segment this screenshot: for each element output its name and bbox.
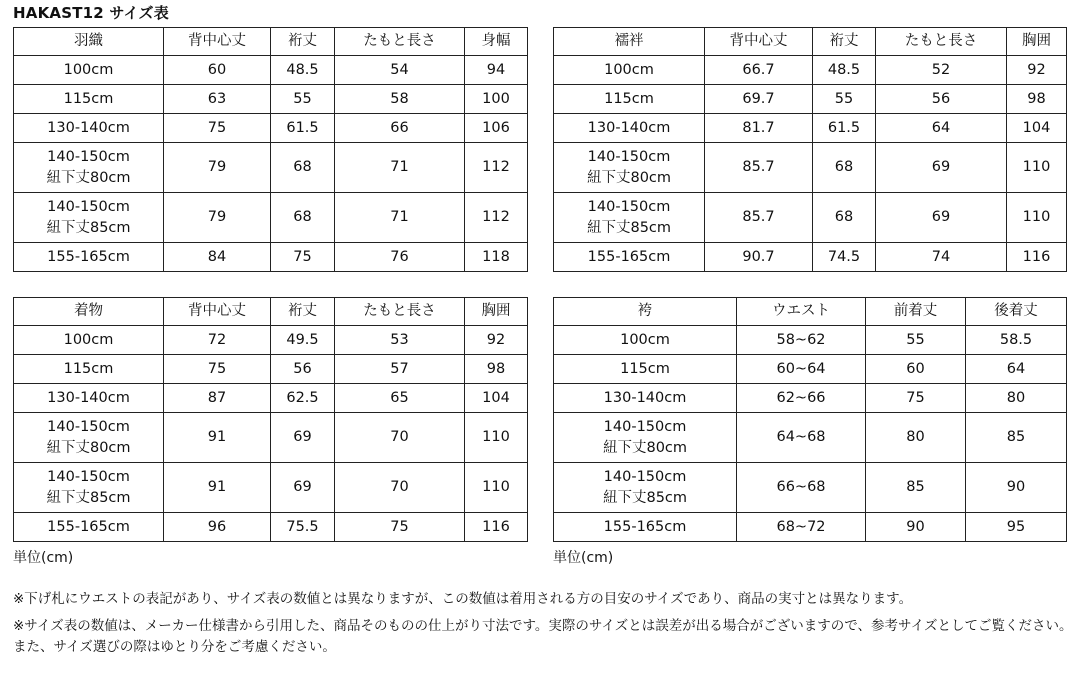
column-header: 胸囲 [465,298,528,326]
table-cell: 75 [164,355,271,384]
table-cell: 58.5 [966,326,1067,355]
table-cell: 69 [271,413,335,463]
size-label-line: 紐下丈80cm [602,439,688,456]
column-header: 背中心丈 [705,28,813,56]
table-row [554,143,1067,193]
table-cell: 69 [876,143,1007,193]
size-label-line: 140-150cm [603,468,687,485]
table-row [14,326,528,355]
table-header-row [554,298,1067,326]
table-cell: 94 [465,56,528,85]
table-cell: 66.7 [705,56,813,85]
size-label-cell: 155-165cm [554,243,705,272]
table-cell: 116 [1007,243,1067,272]
table-cell: 48.5 [813,56,876,85]
table-row [554,326,1067,355]
column-header: たもと長さ [876,28,1007,56]
table-row [554,513,1067,542]
size-label-line: 140-150cm [47,148,130,165]
table-row [554,243,1067,272]
table-row [14,56,528,85]
table-cell: 96 [164,513,271,542]
size-label-cell [14,143,164,193]
table-cell: 60 [866,355,966,384]
size-label-cell: 115cm [14,355,164,384]
column-header: 裄丈 [271,28,335,56]
table-cell: 112 [465,143,528,193]
table-cell: 104 [1007,114,1067,143]
unit-label: 単位(cm) [553,550,614,566]
table-cell: 79 [164,143,271,193]
kimono-size-table [13,297,528,542]
table-cell: 69 [271,463,335,513]
column-header: 裄丈 [813,28,876,56]
table-cell: 71 [335,193,465,243]
table-cell: 68 [271,193,335,243]
size-label-cell: 100cm [554,56,705,85]
table-cell: 69 [876,193,1007,243]
juban-size-table [553,27,1067,272]
column-header: 胸囲 [1007,28,1067,56]
haori-size-table [13,27,528,272]
table-row [554,114,1067,143]
table-cell: 49.5 [271,326,335,355]
size-label-line: 140-150cm [603,418,687,435]
table-cell: 58~62 [737,326,866,355]
column-header: たもと長さ [335,28,465,56]
size-label-cell: 115cm [554,355,737,384]
column-header: 前着丈 [866,298,966,326]
table-cell: 63 [164,85,271,114]
table-cell: 68~72 [737,513,866,542]
table-cell: 92 [1007,56,1067,85]
column-header: たもと長さ [335,298,465,326]
table-row [14,513,528,542]
table-row [14,413,528,463]
column-header: ウエスト [737,298,866,326]
page-title: HAKAST12 サイズ表 [13,4,169,22]
size-label-cell [554,463,737,513]
table-cell: 85.7 [705,193,813,243]
table-row [14,193,528,243]
column-header: 背中心丈 [164,28,271,56]
table-cell: 91 [164,413,271,463]
table-cell: 61.5 [813,114,876,143]
note-text: ※サイズ表の数値は、メーカー仕様書から引用した、商品そのものの仕上がり寸法です。実際のサイズとは誤差が出る場合がございますので、参考サイズとしてご覧ください。また、サイズ選びの際はゆとり分をご考慮ください。 [13,618,1073,655]
table-cell: 55 [271,85,335,114]
size-label-line: 紐下丈85cm [586,219,672,236]
table-cell: 79 [164,193,271,243]
table-cell: 75 [866,384,966,413]
table-cell: 90.7 [705,243,813,272]
size-label-cell: 100cm [554,326,737,355]
table-cell: 76 [335,243,465,272]
table-cell: 54 [335,56,465,85]
size-label-line: 紐下丈80cm [586,169,672,186]
table-cell: 66 [335,114,465,143]
table-cell: 90 [866,513,966,542]
table-cell: 62.5 [271,384,335,413]
table-cell: 85 [866,463,966,513]
table-cell: 75 [164,114,271,143]
table-cell: 70 [335,463,465,513]
table-cell: 53 [335,326,465,355]
table-cell: 98 [465,355,528,384]
size-label-cell: 130-140cm [554,384,737,413]
size-label-line: 紐下丈80cm [46,169,131,186]
table-row [14,143,528,193]
size-label-cell [14,413,164,463]
table-cell: 60 [164,56,271,85]
table-cell: 91 [164,463,271,513]
unit-label: 単位(cm) [13,550,74,566]
table-cell: 60~64 [737,355,866,384]
table-cell: 84 [164,243,271,272]
table-cell: 62~66 [737,384,866,413]
size-label-cell: 130-140cm [554,114,705,143]
size-label-cell: 130-140cm [14,384,164,413]
table-cell: 58 [335,85,465,114]
size-label-cell: 100cm [14,326,164,355]
table-cell: 75.5 [271,513,335,542]
size-label-cell: 115cm [14,85,164,114]
column-header: 襦袢 [554,28,705,56]
size-label-line: 紐下丈85cm [46,489,131,506]
column-header: 身幅 [465,28,528,56]
size-label-cell [554,193,705,243]
table-cell: 80 [866,413,966,463]
table-cell: 48.5 [271,56,335,85]
table-cell: 110 [465,463,528,513]
column-header: 着物 [14,298,164,326]
size-label-line: 紐下丈80cm [46,439,131,456]
table-cell: 74.5 [813,243,876,272]
table-cell: 110 [465,413,528,463]
size-label-line: 140-150cm [587,148,671,165]
table-cell: 112 [465,193,528,243]
column-header: 後着丈 [966,298,1067,326]
table-row [554,56,1067,85]
size-label-cell [14,193,164,243]
table-cell: 64 [966,355,1067,384]
table-header-row [14,298,528,326]
table-cell: 55 [813,85,876,114]
table-cell: 85.7 [705,143,813,193]
size-label-line: 紐下丈85cm [46,219,131,236]
column-header: 袴 [554,298,737,326]
table-cell: 80 [966,384,1067,413]
table-cell: 118 [465,243,528,272]
size-label-cell [554,143,705,193]
table-header-row [14,28,528,56]
table-row [14,355,528,384]
table-cell: 70 [335,413,465,463]
table-cell: 69.7 [705,85,813,114]
size-label-cell: 100cm [14,56,164,85]
table-cell: 85 [966,413,1067,463]
size-label-line: 140-150cm [47,198,130,215]
table-cell: 71 [335,143,465,193]
table-cell: 116 [465,513,528,542]
table-cell: 87 [164,384,271,413]
table-cell: 68 [813,193,876,243]
size-label-line: 紐下丈85cm [602,489,688,506]
table-row [554,413,1067,463]
size-label-cell: 115cm [554,85,705,114]
table-cell: 74 [876,243,1007,272]
table-row [554,463,1067,513]
table-cell: 65 [335,384,465,413]
table-cell: 68 [271,143,335,193]
table-cell: 75 [335,513,465,542]
table-header-row [554,28,1067,56]
table-row [554,193,1067,243]
table-row [14,463,528,513]
table-cell: 92 [465,326,528,355]
column-header: 背中心丈 [164,298,271,326]
table-cell: 52 [876,56,1007,85]
table-cell: 106 [465,114,528,143]
table-cell: 64~68 [737,413,866,463]
table-cell: 110 [1007,193,1067,243]
size-label-cell: 130-140cm [14,114,164,143]
table-row [554,355,1067,384]
column-header: 裄丈 [271,298,335,326]
table-row [14,85,528,114]
table-cell: 64 [876,114,1007,143]
table-cell: 100 [465,85,528,114]
table-row [14,114,528,143]
table-cell: 104 [465,384,528,413]
table-cell: 90 [966,463,1067,513]
size-label-line: 140-150cm [47,468,130,485]
table-row [554,384,1067,413]
table-cell: 61.5 [271,114,335,143]
table-cell: 57 [335,355,465,384]
table-cell: 68 [813,143,876,193]
size-label-cell [14,463,164,513]
table-cell: 72 [164,326,271,355]
size-label-cell: 155-165cm [14,513,164,542]
note-text: ※下げ札にウエストの表記があり、サイズ表の数値とは異なりますが、この数値は着用される方の目安のサイズであり、商品の実寸とは異なります。 [13,591,913,607]
table-cell: 110 [1007,143,1067,193]
table-cell: 95 [966,513,1067,542]
size-label-cell [554,413,737,463]
table-cell: 75 [271,243,335,272]
table-cell: 81.7 [705,114,813,143]
table-cell: 66~68 [737,463,866,513]
table-cell: 98 [1007,85,1067,114]
hakama-size-table [553,297,1067,542]
column-header: 羽織 [14,28,164,56]
table-row [14,384,528,413]
size-label-line: 140-150cm [47,418,130,435]
size-label-line: 140-150cm [587,198,671,215]
table-row [554,85,1067,114]
table-row [14,243,528,272]
table-cell: 55 [866,326,966,355]
size-label-cell: 155-165cm [554,513,737,542]
size-label-cell: 155-165cm [14,243,164,272]
table-cell: 56 [271,355,335,384]
table-cell: 56 [876,85,1007,114]
